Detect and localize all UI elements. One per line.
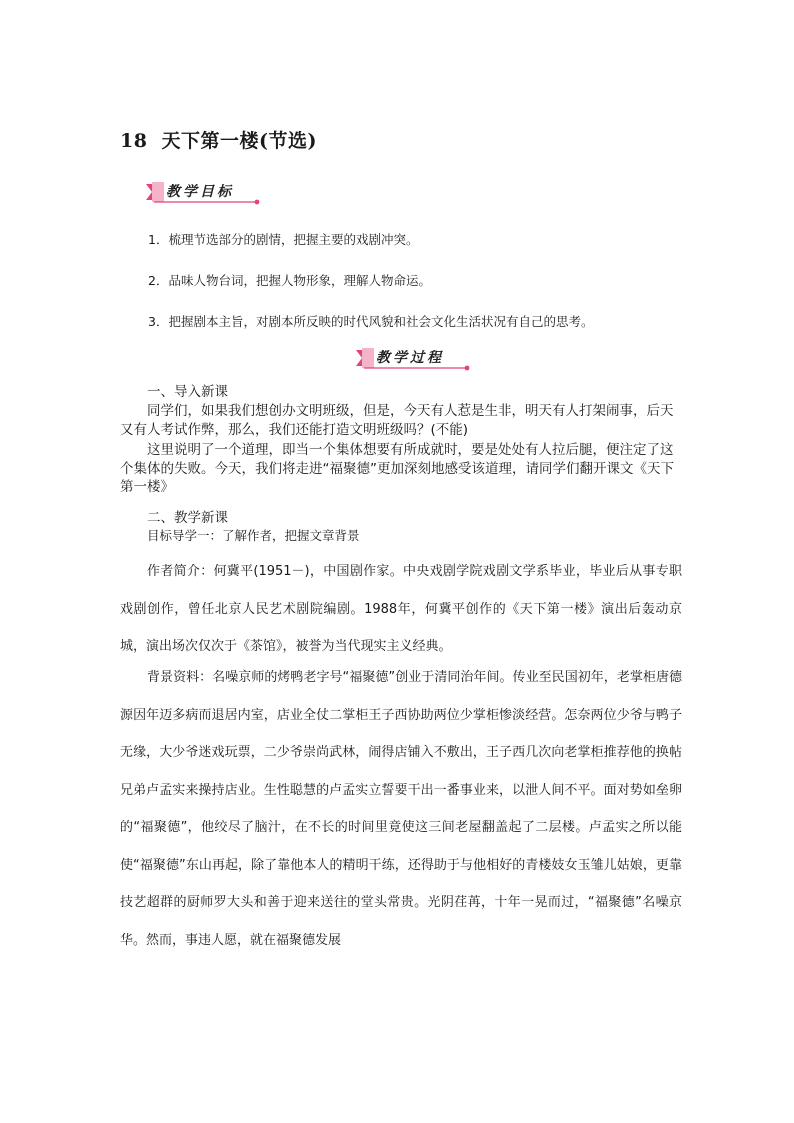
section-heading: 一、导入新课 (147, 384, 228, 400)
guide-subheading: 目标导学一：了解作者，把握文章背景 (147, 528, 360, 543)
lesson-number: 18 (120, 130, 148, 152)
teaching-process-badge (356, 346, 472, 372)
lesson-title-text: 天下第一楼 (161, 130, 259, 152)
section-heading: 二、教学新课 (147, 510, 228, 526)
goal-item: 3．把握剧本主旨，对剧本所反映的时代风貌和社会文化生活状况有自己的思考。 (148, 314, 594, 329)
author-paragraph: 作者简介：何冀平(1951－)，中国剧作家。中央戏剧学院戏剧文学系毕业，毕业后从事专职戏剧创作，曾任北京人民艺术剧院编剧。1988年，何冀平创作的《天下第一楼》演出后轰动京城，演出场次仅次于《茶馆》，被誉为当代现实主义经典。 (120, 564, 682, 654)
goal-item: 2．品味人物台词，把握人物形象，理解人物命运。 (148, 273, 431, 288)
lesson-title-suffix: (节选) (258, 130, 317, 152)
intro-paragraph: 同学们，如果我们想创办文明班级，但是，今天有人惹是生非，明天有人打架闹事，后天又有人考试作弊，那么，我们还能打造文明班级吗？(不能) (120, 403, 674, 438)
lesson-title (120, 126, 317, 153)
teaching-goals-badge (146, 180, 262, 206)
intro-paragraph: 这里说明了一个道理，即当一个集体想要有所成就时，要是处处有人拉后腿，便注定了这个集体的失败。今天，我们将走进“福聚德”更加深刻地感受该道理，请同学们翻开课文《天下第一楼》 (120, 442, 674, 495)
badge-label: 教学过程 (376, 350, 444, 366)
background-paragraph: 背景资料：名噪京师的烤鸭老字号“福聚德”创业于清同治年间。传业至民国初年，老掌柜唐德源因年迈多病而退居内室，店业全仗二掌柜王子西协助两位少掌柜惨淡经营。怎奈两位少爷与鸭子无缘，大少爷迷戏玩票，二少爷崇尚武林，闹得店铺入不敷出，王子西几次向老掌柜推荐他的换帖兄弟卢孟实来操持店业。生性聪慧的卢孟实立誓要干出一番事业来，以泄人间不平。面对势如垒卵的“福聚德”，他绞尽了脑汁，在不长的时间里竟使这三间老屋翻盖起了二层楼。卢孟实之所以能使“福聚德”东山再起，除了靠他本人的精明干练，还得助于与他相好的青楼妓女玉雏儿姑娘，更靠技艺超群的厨师罗大头和善于迎来送往的堂头常贵。光阴荏苒，十年一晃而过，“福聚德”名噪京华。然而，事违人愿，就在福聚德发展 (120, 670, 682, 948)
goal-item: 1．梳理节选部分的剧情，把握主要的戏剧冲突。 (148, 232, 419, 247)
badge-label: 教学目标 (166, 184, 234, 200)
